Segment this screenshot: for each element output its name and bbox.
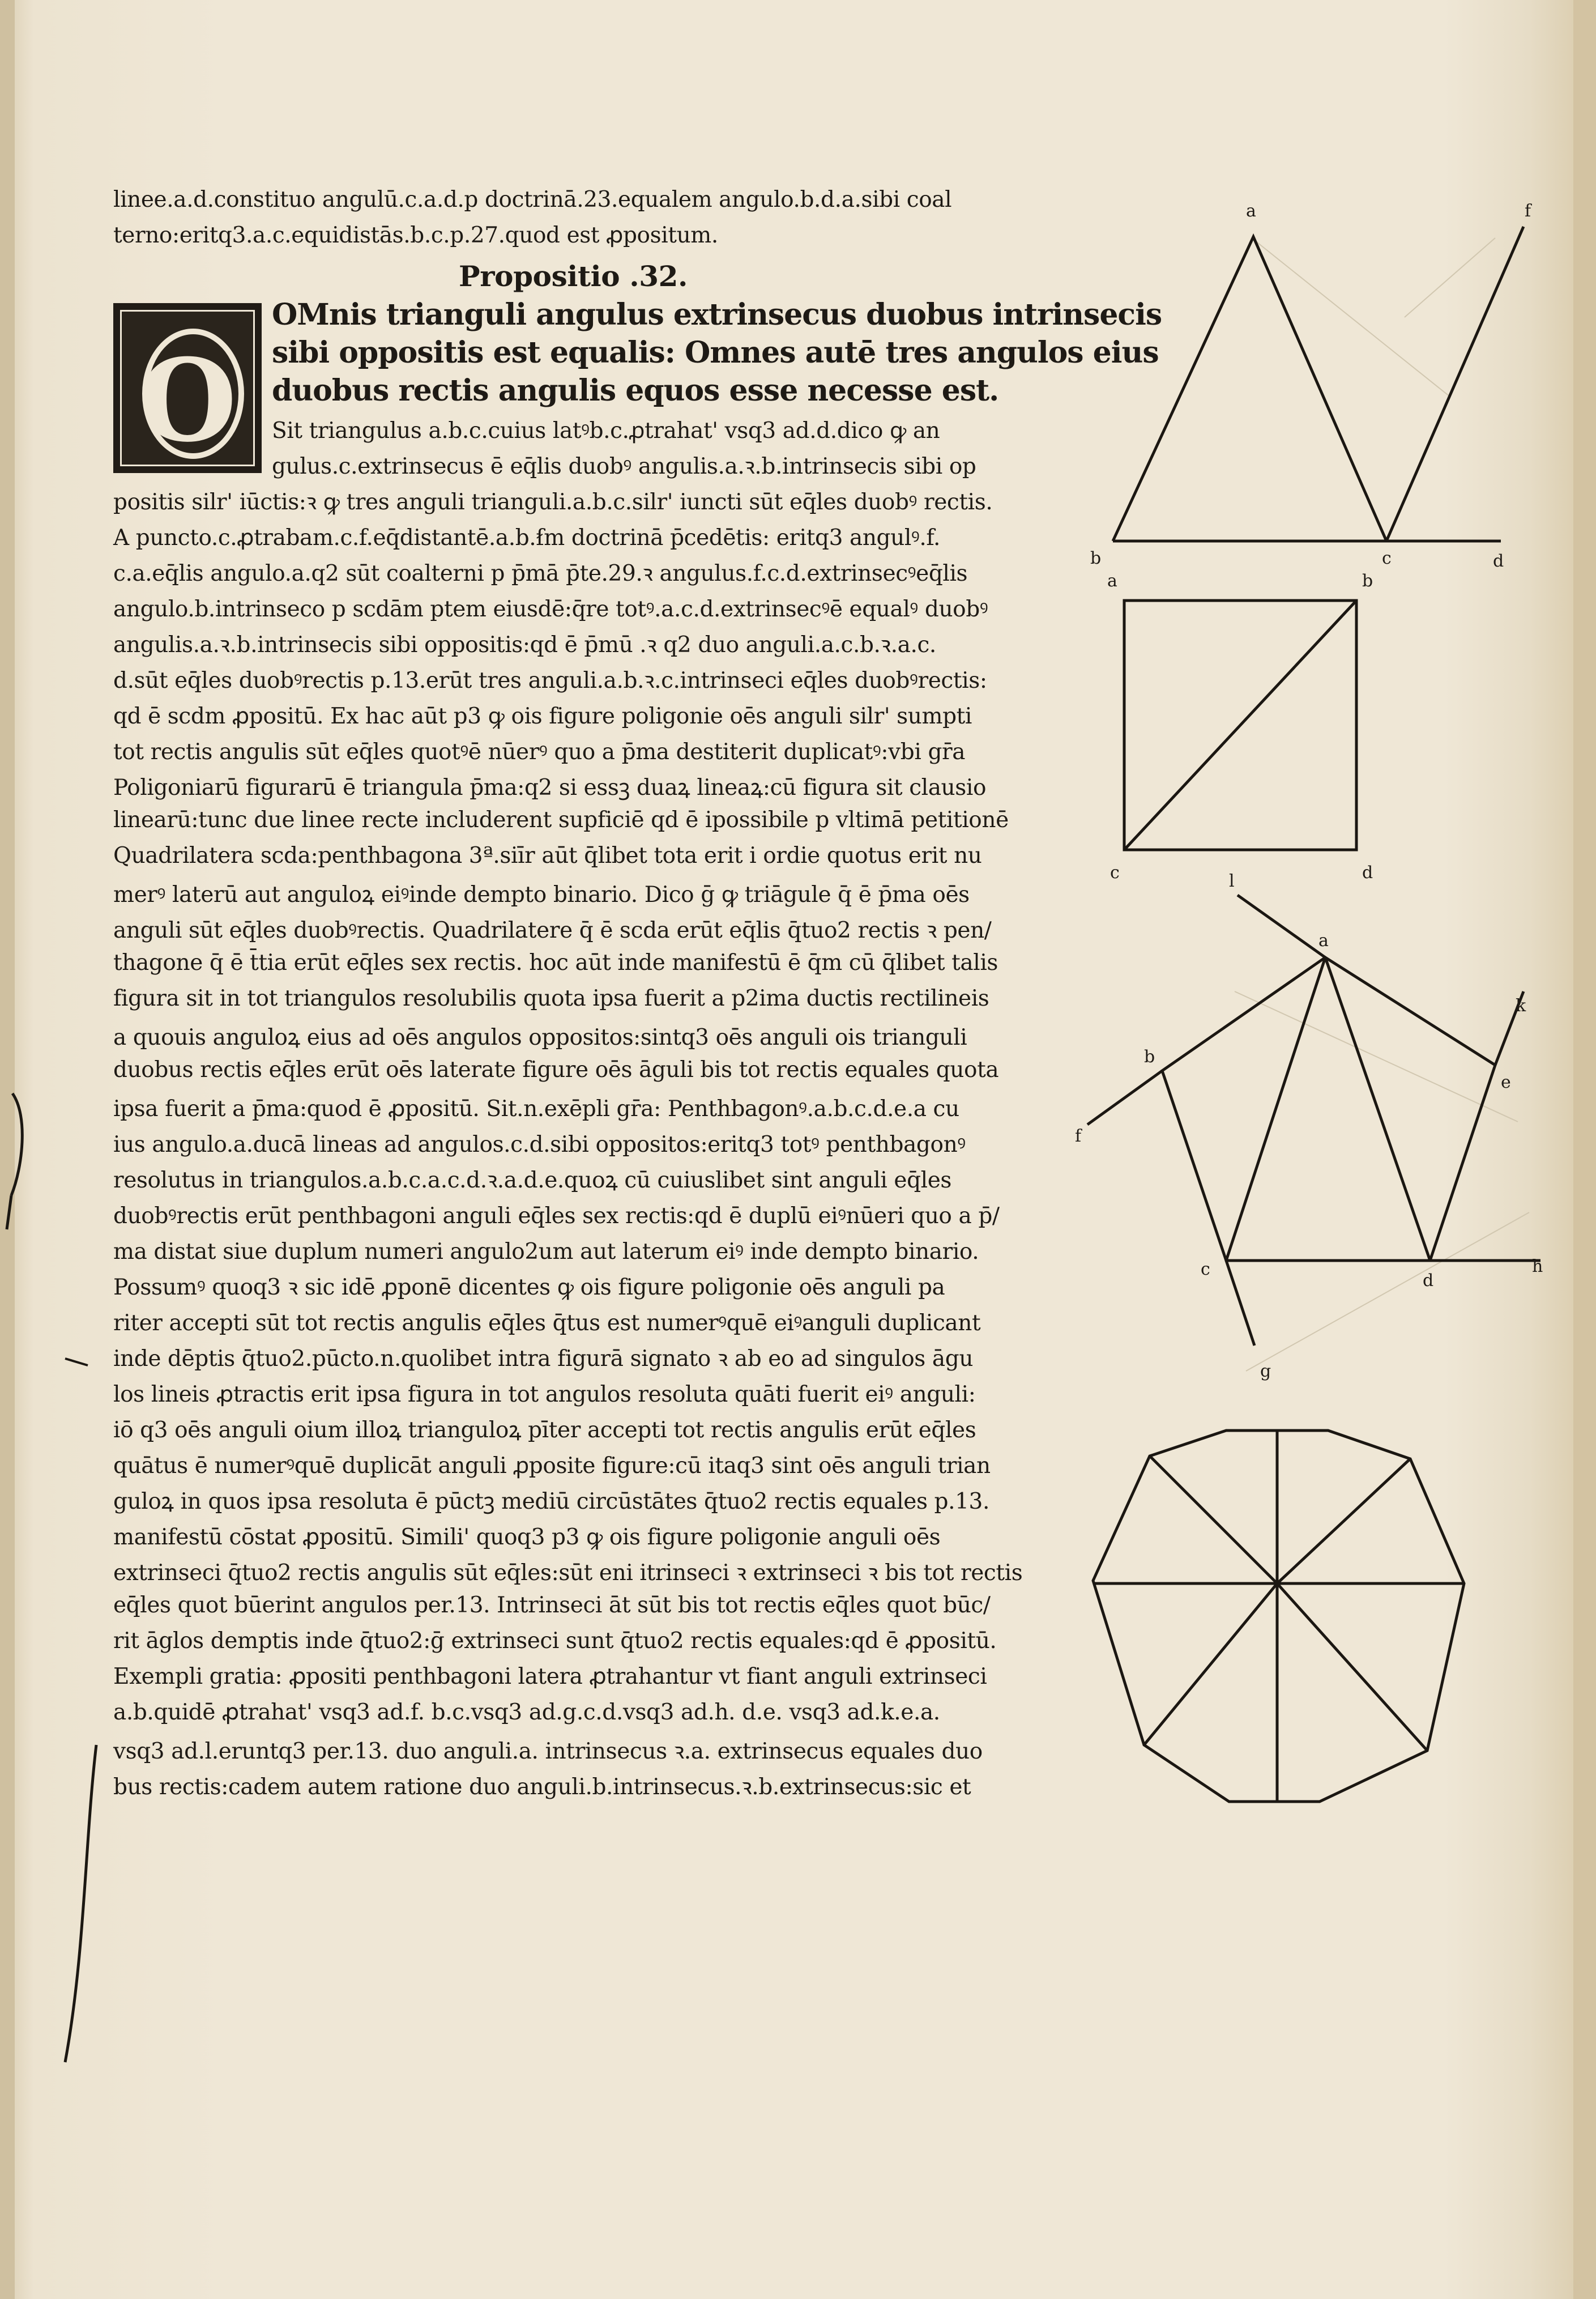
label-b: b [1362, 571, 1373, 591]
text-line: anguli sūt eq̄les duobꝰrectis. Quadrilatere q̄ ē scda erūt eq̄lis q̄tuo2 rectis ꝛ pen/ [113, 918, 992, 943]
text-line: Exempli gratia: ꝓpositi penthbagoni latera ꝓtrahantur vt fiant anguli extrinseci [113, 1664, 987, 1689]
text-line: resolutus in triangulos.a.b.c.a.c.d.ꝛ.a.d.e.quoꝝ cū cuiuslibet sint anguli eq̄les [113, 1168, 952, 1193]
label-d: d [1362, 863, 1373, 883]
radial-line [1277, 1459, 1410, 1583]
label-d: d [1423, 1271, 1434, 1291]
text-line: los lineis ꝓtractis erit ipsa figura in tot angulos resoluta quāti fuerit eiꝰ anguli: [113, 1382, 976, 1407]
label-k: k [1516, 996, 1526, 1016]
text-line: tot rectis angulis sūt eq̄les quotꝰē nūerꝰ quo a p̄ma destiterit duplicatꝰ:vbi gr̄a [113, 739, 966, 765]
radial-line [1150, 1456, 1277, 1583]
label-g: g [1260, 1361, 1271, 1381]
label-a: a [1246, 201, 1256, 221]
text-line: linearū:tunc due linee recte includerent supficiē qd ē ipossibile p vltimā petitionē [113, 807, 1009, 833]
initial-letter: O [138, 334, 237, 467]
text-line: Sit triangulus a.b.c.cuius latꝰb.c.ꝓtrahat' vsq3 ad.d.dico ꝙ an [272, 418, 940, 444]
enunciation-line: OMnis trianguli angulus extrinsecus duobus intrinsecis [272, 297, 1162, 332]
text-line: eq̄les quot būerint angulos per.13. Intrinseci āt sūt bis tot rectis eq̄les quot būc/ [113, 1593, 991, 1618]
text-line: rit āglos demptis inde q̄tuo2:ḡ extrinseci sunt q̄tuo2 rectis equales:qd ē ꝓpositū. [113, 1628, 997, 1654]
label-f: f [1075, 1126, 1082, 1146]
text-line: linee.a.d.constituo angulū.c.a.d.p doctrinā.23.equalem angulo.b.d.a.sibi coal [113, 187, 952, 212]
text-line: bus rectis:cadem autem ratione duo anguli.b.intrinsecus.ꝛ.b.extrinsecus:sic et [113, 1774, 971, 1800]
text-line: quātus ē numerꝰquē duplicāt anguli ꝓposite figure:cū itaq3 sint oēs anguli trian [113, 1453, 991, 1479]
label-c: c [1382, 548, 1392, 568]
label-a: a [1318, 931, 1329, 951]
text-line: terno:eritq3.a.c.equidistās.b.c.p.27.quod est ꝓpositum. [113, 223, 718, 248]
text-line: gulus.c.extrinsecus ē eq̄lis duobꝰ angulis.a.ꝛ.b.intrinsecis sibi op [272, 454, 976, 479]
text-line: a.b.quidē ꝓtrahat' vsq3 ad.f. b.c.vsq3 ad.g.c.d.vsq3 ad.h. d.e. vsq3 ad.k.e.a. [113, 1700, 940, 1725]
label-b: b [1090, 548, 1102, 568]
text-line: a quouis anguloꝝ eius ad oēs angulos oppositos:sintq3 oēs anguli ois trianguli [113, 1025, 967, 1050]
label-l: l [1229, 871, 1235, 891]
text-line: d.sūt eq̄les duobꝰrectis p.13.erūt tres anguli.a.b.ꝛ.c.intrinseci eq̄les duobꝰrectis: [113, 668, 987, 693]
text-line: ipsa fuerit a p̄ma:quod ē ꝓpositū. Sit.n.exēpli gr̄a: Penthbagonꝰ.a.b.c.d.e.a cu [113, 1096, 959, 1122]
text-line: merꝰ laterū aut anguloꝝ eiꝰinde dempto binario. Dico ḡ ꝙ triāgule q̄ ē p̄ma oēs [113, 882, 970, 908]
proposition-heading: Propositio .32. [459, 259, 688, 293]
radial-line [1144, 1583, 1277, 1745]
text-line: figura sit in tot triangulos resolubilis quota ipsa fuerit a p2ima ductis rectilineis [113, 986, 989, 1011]
text-line: riter accepti sūt tot rectis angulis eq̄les q̄tus est numerꝰquē eiꝰanguli duplicant [113, 1310, 981, 1336]
label-b: b [1144, 1047, 1155, 1067]
text-line: iō q3 oēs anguli oium illoꝝ trianguloꝝ pīter accepti tot rectis angulis erūt eq̄les [113, 1417, 976, 1443]
label-a: a [1107, 571, 1117, 591]
text-line: inde dēptis q̄tuo2.pūcto.n.quolibet intra figurā signato ꝛ ab eo ad singulos āgu [113, 1346, 974, 1372]
radial-line [1277, 1583, 1427, 1751]
text-line: Poligoniarū figurarū ē triangula p̄ma:q2 si essꝫ duaꝝ lineaꝝ:cū figura sit clausio [113, 775, 987, 801]
text-line: duobus rectis eq̄les erūt oēs laterate figure oēs āguli bis tot rectis equales quota [113, 1057, 999, 1083]
text-line: angulo.b.intrinseco p scdām ptem eiusdē:q̄re totꝰ.a.c.d.extrinsecꝰē equalꝰ duobꝰ [113, 597, 988, 622]
text-line: qd ē scdm ꝓpositū. Ex hac aūt p3 ꝙ ois figure poligonie oēs anguli silr' sumpti [113, 704, 972, 729]
text-line: guloꝝ in quos ipsa resoluta ē pūctꝫ mediū circūstātes q̄tuo2 rectis equales p.13. [113, 1489, 989, 1514]
text-line: angulis.a.ꝛ.b.intrinsecis sibi oppositis:qd ē p̄mū .ꝛ q2 duo anguli.a.c.b.ꝛ.a.c. [113, 632, 936, 658]
text-line: ius angulo.a.ducā lineas ad angulos.c.d.sibi oppositos:eritq3 totꝰ penthbagonꝰ [113, 1132, 966, 1157]
label-d: d [1493, 551, 1504, 571]
text-line: Possumꝰ quoq3 ꝛ sic idē ꝓponē dicentes ꝙ ois figure poligonie oēs anguli pa [113, 1275, 945, 1300]
label-c: c [1201, 1259, 1210, 1279]
text-line: manifestū cōstat ꝓpositū. Simili' quoq3 p3 ꝙ ois figure poligonie anguli oēs [113, 1525, 941, 1550]
text-line: c.a.eq̄lis angulo.a.q2 sūt coalterni p p̄mā p̄te.29.ꝛ angulus.f.c.d.extrinsecꝰeq̄lis [113, 561, 968, 586]
text-line: A puncto.c.ꝓtrabam.c.f.eq̄distantē.a.b.ẜm doctrinā p̄cedētis: eritq3 angulꝰ.f. [113, 525, 941, 551]
label-h: h [1532, 1257, 1543, 1276]
enunciation-line: duobus rectis angulis equos esse necesse est. [272, 373, 999, 408]
text-line: positis silr' iūctis:ꝛ ꝙ tres anguli trianguli.a.b.c.silr' iuncti sūt eq̄les duobꝰ rectis. [113, 489, 993, 515]
text-line: thagone q̄ ē t̄tia erūt eq̄les sex rectis. hoc aūt inde manifestū ē q̄m cū q̄libet talis [113, 950, 998, 976]
label-c: c [1110, 863, 1120, 883]
text-line: ma distat siue duplum numeri angulo2um aut laterum eiꝰ inde dempto binario. [113, 1239, 979, 1265]
label-e: e [1501, 1072, 1511, 1092]
enunciation-line: sibi oppositis est equalis: Omnes autē tres angulos eius [272, 335, 1159, 370]
text-line: extrinseci q̄tuo2 rectis angulis sūt eq̄les:sūt eni itrinseci ꝛ extrinseci ꝛ bis tot rectis [113, 1560, 1023, 1586]
text-line: duobꝰrectis erūt penthbagoni anguli eq̄les sex rectis:qd ē duplū eiꝰnūeri quo a p̄/ [113, 1203, 1000, 1229]
text-line: vsq3 ad.l.eruntq3 per.13. duo anguli.a. intrinsecus ꝛ.a. extrinsecus equales duo [113, 1739, 983, 1764]
text-line: Quadrilatera scda:penthbagona 3ª.siīr aūt q̄libet tota erit i ordie quotus erit nu [113, 843, 982, 868]
label-f: f [1525, 201, 1531, 221]
